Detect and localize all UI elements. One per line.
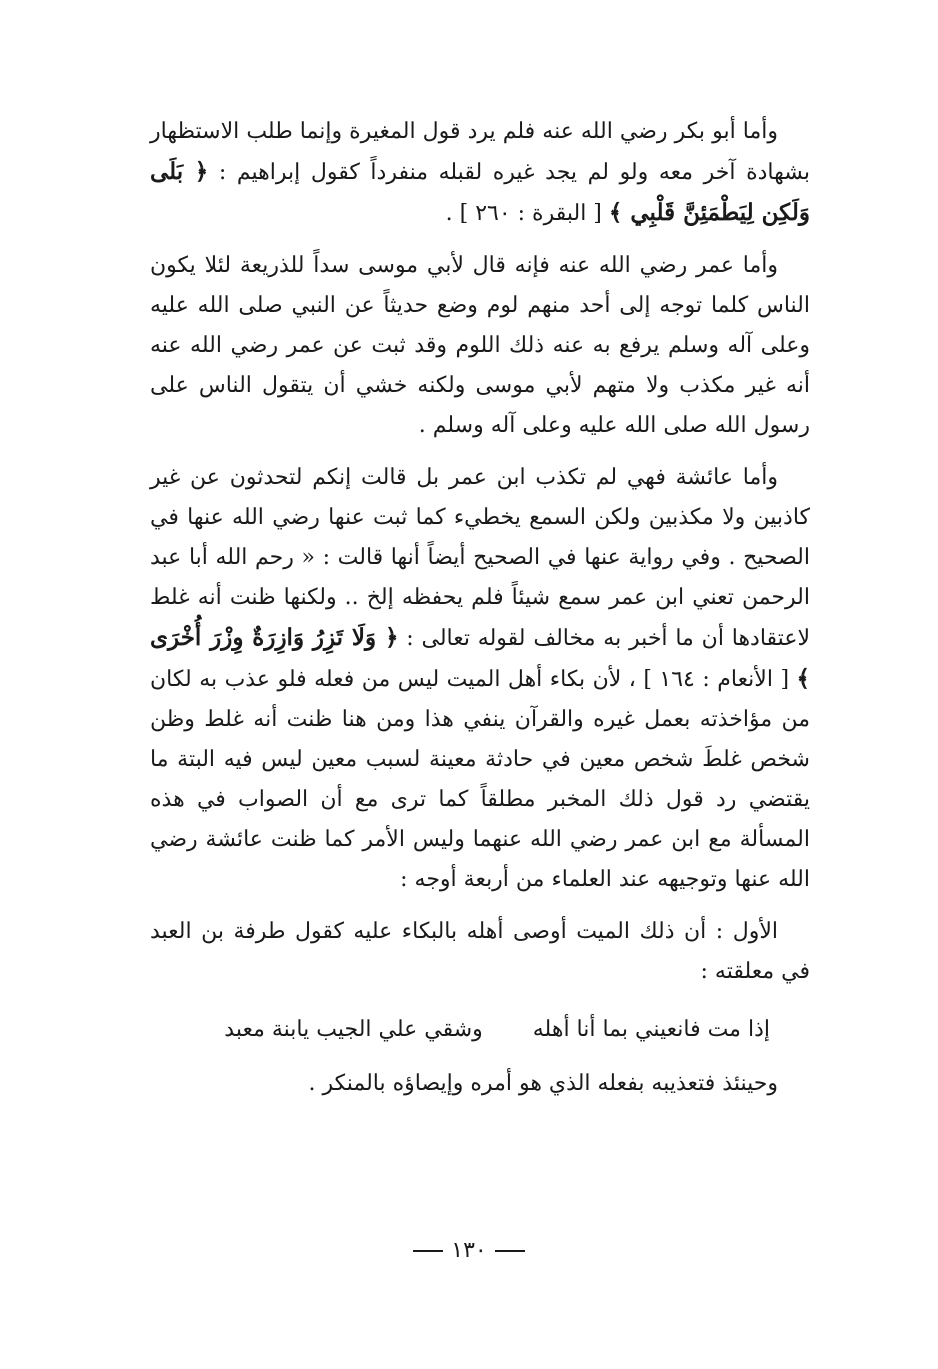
quran-verse: ﴿ بَلَى وَلَكِن لِيَطْمَئِنَّ قَلْبِي ﴾ bbox=[150, 158, 810, 226]
paragraph-text: وحينئذ فتعذيبه بفعله الذي هو أمره وإيصاؤه بالمنكر . bbox=[308, 1071, 778, 1096]
page-number-value: ١٣٠ bbox=[451, 1238, 487, 1263]
verse-reference: [ الأنعام : ١٦٤ ] ، bbox=[628, 667, 790, 692]
body-text bbox=[150, 112, 810, 992]
poem-verse bbox=[150, 1010, 810, 1050]
closing-text bbox=[150, 1064, 810, 1104]
paragraph-first-reason bbox=[150, 912, 810, 992]
paragraph-abu-bakr bbox=[150, 112, 810, 234]
paragraph-aisha bbox=[150, 458, 810, 900]
paragraph-conclusion bbox=[150, 1064, 810, 1104]
paragraph-text: وأما عائشة فهي لم تكذب ابن عمر بل قالت إنكم لتحدثون عن غير كاذبين ولا مكذبين ولكن السمع يخطيء كما ثبت عنها رضي الله عنها في الصحيح . وفي رواية عنها في الصحيح أيضاً أنها قالت : « رحم الله أبا عبد الرحمن تعني ابن عمر سمع شيئاً فلم يحفظه إلخ .. ولكنها ظنت أنه غلط لاعتقادها أن ما أخبر به مخالف لقوله تعالى : bbox=[150, 465, 810, 651]
paragraph-text: وأما أبو بكر رضي الله عنه فلم يرد قول المغيرة وإنما طلب الاستظهار بشهادة آخر معه ولو لم يجد غيره لقبله منفرداً كقول إبراهيم : bbox=[150, 119, 811, 185]
page-number-dash-right bbox=[413, 1250, 443, 1252]
paragraph-umar bbox=[150, 246, 810, 446]
paragraph-text: الأول : أن ذلك الميت أوصى أهله بالبكاء عليه كقول طرفة بن العبد في معلقته : bbox=[150, 919, 810, 984]
page-number-dash-left bbox=[495, 1250, 525, 1252]
quran-verse: ﴿ وَلَا تَزِرُ وَازِرَةٌ وِزْرَ أُخْرَى ﴾ bbox=[150, 624, 810, 692]
poem-hemistich-second: وشقي علي الجيب يابنة معبد bbox=[224, 1017, 483, 1042]
verse-reference: [ البقرة : ٢٦٠ ] . bbox=[445, 201, 602, 226]
poem-hemistich-first: إذا مت فانعيني بما أنا أهله bbox=[532, 1017, 770, 1042]
paragraph-text-continued: لأن بكاء أهل الميت ليس من فعله فلو عذب به لكان من مؤاخذته بعمل غيره والقرآن ينفي هذا ومن هنا ظنت أنه غلط وظن شخص غلطَ شخص معين في حادثة معينة لسبب معين ليس فيه البتة ما يقتضي رد قول ذلك المخبر مطلقاً كما ترى مع أن الصواب في هذه المسألة مع ابن عمر رضي الله عنهما وليس الأمر كما ظنت عائشة رضي الله عنها وتوجيهه عند العلماء من أربعة أوجه : bbox=[150, 667, 810, 892]
page-number bbox=[0, 1238, 938, 1263]
paragraph-text: وأما عمر رضي الله عنه فإنه قال لأبي موسى سداً للذريعة لئلا يكون الناس كلما توجه إلى أحد منهم لوم وضع حديثاً عن النبي صلى الله عليه وعلى آله وسلم يرفع به عنه ذلك اللوم وقد ثبت عن عمر رضي الله عنه أنه غير مكذب ولا متهم لأبي موسى ولكنه خشي أن يتقول الناس على رسول الله صلى الله عليه وعلى آله وسلم . bbox=[150, 253, 810, 438]
